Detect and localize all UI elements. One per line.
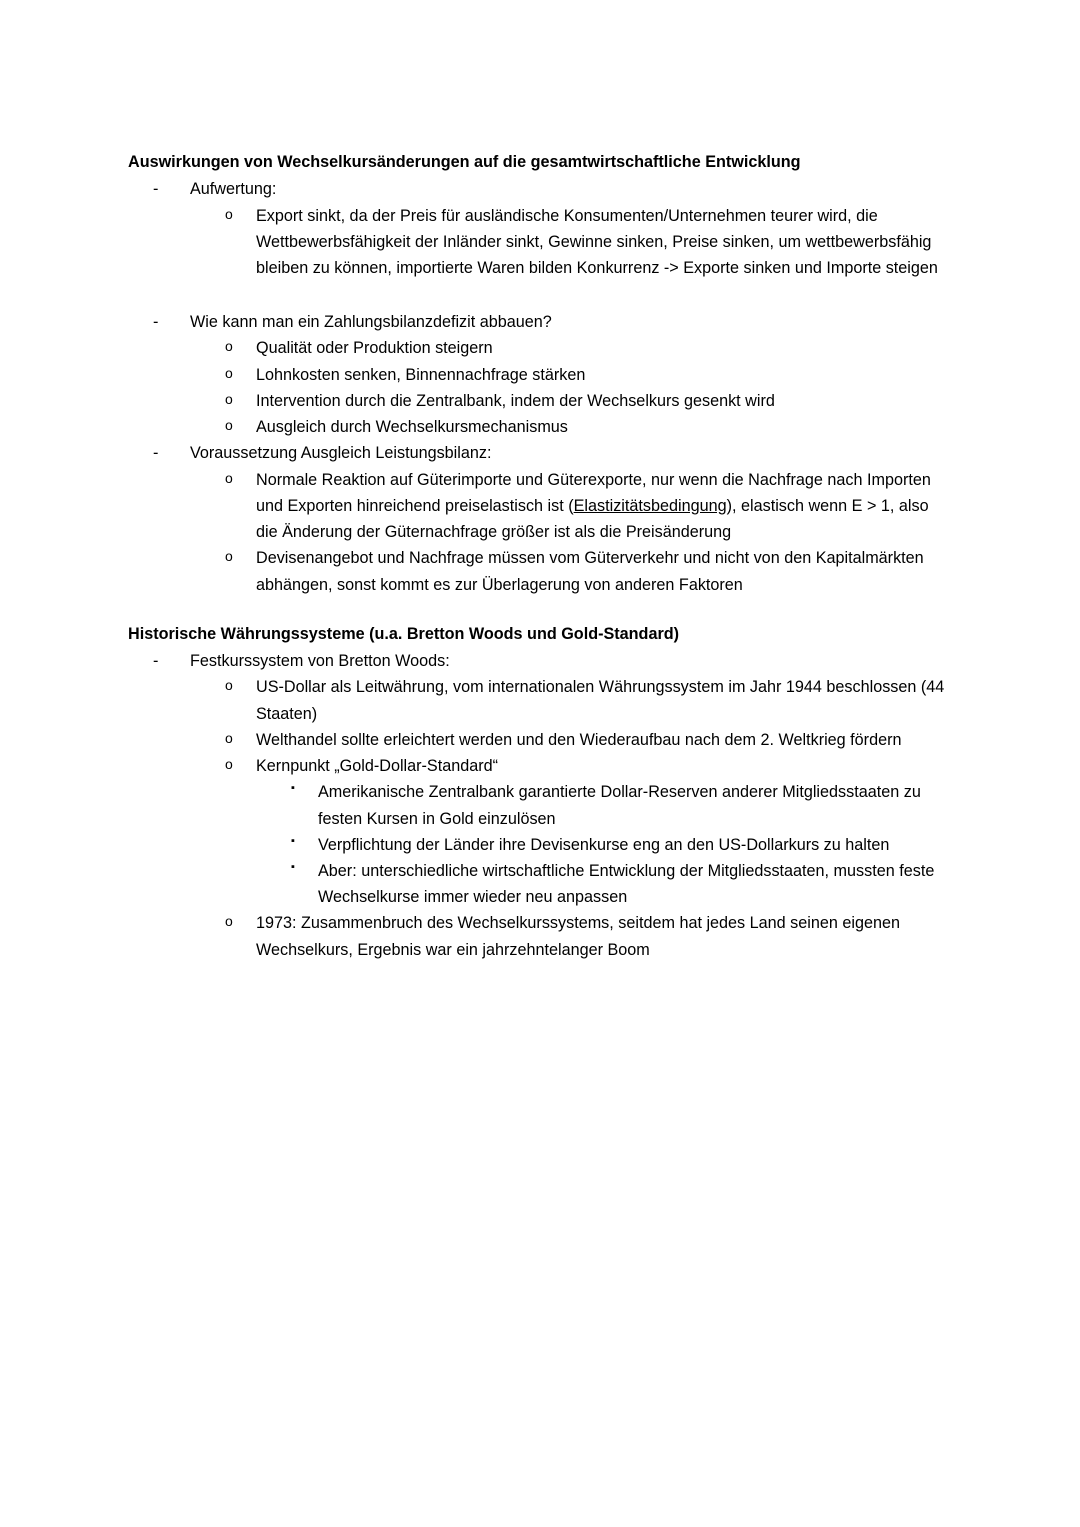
list-item xyxy=(128,203,950,282)
document-body xyxy=(128,150,950,963)
list-item-text: Kernpunkt „Gold-Dollar-Standard“ xyxy=(256,757,499,776)
list-item xyxy=(128,362,950,388)
section-heading-2: Historische Währungssysteme (u.a. Bretton Woods und Gold-Standard) xyxy=(128,624,680,643)
circle-bullet-icon: o xyxy=(225,677,233,694)
list-item xyxy=(128,309,950,335)
list-item-text: Verpflichtung der Länder ihre Devisenkurse eng an den US-Dollarkurs zu halten xyxy=(318,835,890,854)
text-pre: Normale Reaktion auf Güterimporte und Güterexporte, nur wenn die Nachfrage nach Importen und Exporten hinreichend preiselastisch ist ( xyxy=(256,470,931,515)
list-item-text xyxy=(256,467,950,546)
list-item-text: Qualität oder Produktion steigern xyxy=(256,339,493,358)
list-item xyxy=(128,910,950,962)
list-item-text: Amerikanische Zentralbank garantierte Dollar-Reserven anderer Mitgliedsstaaten zu festen Kursen in Gold einzulösen xyxy=(318,783,921,828)
circle-bullet-icon: o xyxy=(225,338,233,355)
list-item xyxy=(128,335,950,361)
section-spacer xyxy=(128,598,950,622)
list-item xyxy=(128,440,950,466)
paragraph-spacer xyxy=(128,281,950,309)
circle-bullet-icon: o xyxy=(225,364,233,381)
list-item-text: Welthandel sollte erleichtert werden und den Wiederaufbau nach dem 2. Weltkrieg fördern xyxy=(256,730,902,749)
dash-bullet-icon: - xyxy=(153,444,159,463)
list-item-text: Aber: unterschiedliche wirtschaftliche Entwicklung der Mitgliedsstaaten, mussten feste Wechselkurse immer wieder neu anpassen xyxy=(318,861,935,907)
list-item-text: Aufwertung: xyxy=(190,180,277,199)
circle-bullet-icon: o xyxy=(225,390,233,407)
dash-bullet-icon: - xyxy=(153,652,159,671)
circle-bullet-icon: o xyxy=(225,417,233,434)
list-item-text: 1973: Zusammenbruch des Wechselkurssystems, seitdem hat jedes Land seinen eigenen Wechselkurs, Ergebnis war ein jahrzehntelanger Boom xyxy=(256,914,900,959)
square-bullet-icon: ▪ xyxy=(291,834,295,847)
list-item xyxy=(128,753,950,779)
list-item xyxy=(128,779,950,831)
list-item xyxy=(128,648,950,674)
list-item-text: Intervention durch die Zentralbank, indem der Wechselkurs gesenkt wird xyxy=(256,391,775,410)
list-item-text: Wie kann man ein Zahlungsbilanzdefizit abbauen? xyxy=(190,313,552,332)
list-item-text: Devisenangebot und Nachfrage müssen vom Güterverkehr und nicht von den Kapitalmärkten abhängen, sonst kommt es zur Überlagerung von anderen Faktoren xyxy=(256,549,924,594)
circle-bullet-icon: o xyxy=(225,756,233,773)
list-item xyxy=(128,858,950,910)
circle-bullet-icon: o xyxy=(225,205,233,222)
text-post: ), elastisch wenn E > 1, also die Änderung der Güternachfrage größer ist als die Preisänderung xyxy=(256,496,929,542)
list-item xyxy=(128,467,950,546)
dash-bullet-icon: - xyxy=(153,180,159,199)
section-heading-1: Auswirkungen von Wechselkursänderungen auf die gesamtwirtschaftliche Entwicklung xyxy=(128,153,801,171)
list-item-text: US-Dollar als Leitwährung, vom internationalen Währungssystem im Jahr 1944 beschlossen (44 Staaten) xyxy=(256,678,945,723)
list-item-text: Lohnkosten senken, Binnennachfrage stärken xyxy=(256,365,586,384)
circle-bullet-icon: o xyxy=(225,469,233,486)
list-item xyxy=(128,727,950,753)
circle-bullet-icon: o xyxy=(225,729,233,746)
list-item xyxy=(128,414,950,440)
circle-bullet-icon: o xyxy=(225,913,233,930)
list-item-text: Festkurssystem von Bretton Woods: xyxy=(190,652,450,671)
square-bullet-icon: ▪ xyxy=(291,782,295,795)
list-item xyxy=(128,545,950,597)
list-item xyxy=(128,674,950,726)
list-item-text: Export sinkt, da der Preis für ausländische Konsumenten/Unternehmen teurer wird, die Wettbewerbsfähigkeit der Inländer sinkt, Gewinne sinken, Preise sinken, um wettbewerbsfähig bleiben zu können, importierte Waren bilden Konkurrenz -> Exporte sinken und Importe steigen xyxy=(256,206,938,277)
list-item xyxy=(128,176,950,202)
list-item xyxy=(128,388,950,414)
square-bullet-icon: ▪ xyxy=(291,860,295,873)
list-item xyxy=(128,832,950,858)
list-item-text: Ausgleich durch Wechselkursmechanismus xyxy=(256,418,568,437)
circle-bullet-icon: o xyxy=(225,548,233,565)
dash-bullet-icon: - xyxy=(153,313,159,332)
emphasized-term: Elastizitätsbedingung xyxy=(573,496,727,515)
list-item-text: Voraussetzung Ausgleich Leistungsbilanz: xyxy=(190,444,492,463)
